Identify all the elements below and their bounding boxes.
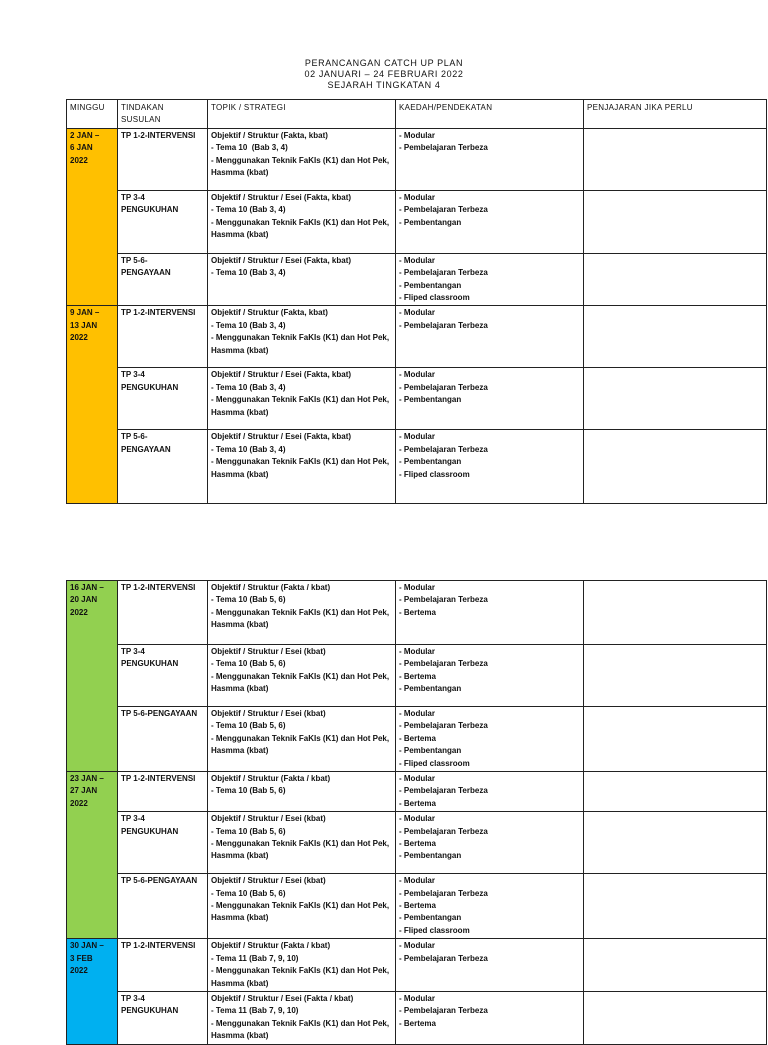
cell-line: - Modular [399,993,435,1003]
alignment-cell [584,991,767,1044]
action-label: TP 5-6-PENGAYAAN [121,709,198,718]
cell-line: - Modular [399,774,435,784]
cell-line: - Modular [399,130,435,140]
method-cell [396,368,584,430]
cell-line: Objektif / Struktur / Esei (Fakta, kbat) [211,192,352,202]
action-cell [118,645,208,707]
cell-line: - Bertema [399,607,436,617]
cell-line: - Tema 10 (Bab 5, 6) [211,659,286,669]
topic-cell [208,991,396,1044]
cell-line: - Modular [399,709,435,718]
week-cell [67,306,118,504]
cell-line: - Bertema [399,798,436,808]
cell-line: - Tema 10 (Bab 5, 6) [211,595,286,605]
cell-line: - Menggunakan Teknik FaKIs (K1) dan Hot Pek, Hasmma (kbat) [211,733,392,756]
action-label: TP 5-6- PENGAYAAN [121,255,171,278]
col-header-topik: TOPIK / STRATEGI [208,100,396,129]
cell-line: - Fliped classroom [399,758,470,768]
action-label: TP 1-2-INTERVENSI [121,583,196,592]
cell-line: Objektif / Struktur (Fakta / kbat) [211,583,331,592]
cell-line: - Menggunakan Teknik FaKIs (K1) dan Hot Pek, Hasmma (kbat) [211,839,392,861]
cell-line: - Pembelajaran Terbeza [399,953,488,963]
action-cell [118,368,208,430]
action-cell [118,707,208,772]
plan-title: PERANCANGAN CATCH UP PLAN [304,58,464,68]
cell-line: Objektif / Struktur / Esei (kbat) [211,647,326,656]
cell-line: Objektif / Struktur (Fakta, kbat) [211,308,328,318]
table-row [67,991,767,1044]
table-row [67,874,767,939]
alignment-cell [584,430,767,504]
cell-line: - Menggunakan Teknik FaKIs (K1) dan Hot Pek, Hasmma (kbat) [211,607,392,630]
cell-line: - Menggunakan Teknik FaKIs (K1) dan Hot Pek, Hasmma (kbat) [211,395,392,417]
cell-line: - Menggunakan Teknik FaKIs (K1) dan Hot Pek, Hasmma (kbat) [211,901,392,923]
cell-line: - Pembelajaran Terbeza [399,659,488,669]
cell-line: - Modular [399,583,435,592]
cell-line: - Tema 10 (Bab 5, 6) [211,786,286,796]
topic-cell [208,874,396,939]
action-label: TP 3-4 PENGUKUHAN [121,192,179,215]
action-cell [118,190,208,253]
week-label: 16 JAN – 20 JAN 2022 [70,583,104,617]
cell-line: - Pembentangan [399,851,462,861]
cell-line: - Tema 10 (Bab 5, 6) [211,888,286,898]
method-cell [396,991,584,1044]
cell-line: - Bertema [399,901,436,911]
table-row [67,430,767,504]
topic-cell [208,430,396,504]
cell-line: - Tema 11 (Bab 7, 9, 10) [211,953,299,963]
week-label: 2 JAN – 6 JAN 2022 [70,130,100,165]
action-label: TP 1-2-INTERVENSI [121,941,196,951]
plan-subject: SEJARAH TINGKATAN 4 [327,80,441,90]
cell-line: - Pembentangan [399,746,462,756]
action-label: TP 5-6-PENGAYAAN [121,876,198,886]
cell-line: - Bertema [399,733,436,743]
col-header-minggu: MINGGU [67,100,118,129]
alignment-cell [584,707,767,772]
col-header-kaedah: KAEDAH/PENDEKATAN [396,100,584,129]
cell-line: - Pembelajaran Terbeza [399,786,488,796]
method-cell [396,190,584,253]
action-cell [118,874,208,939]
topic-cell [208,253,396,306]
alignment-cell [584,581,767,645]
cell-line: - Tema 10 (Bab 5, 6) [211,721,286,731]
topic-cell [208,812,396,874]
method-cell [396,939,584,992]
cell-line: - Pembelajaran Terbeza [399,826,488,836]
cell-line: - Pembentangan [399,280,462,290]
plan-table-1-body [67,128,767,504]
topic-cell [208,368,396,430]
cell-line: Objektif / Struktur (Fakta / kbat) [211,774,331,784]
method-cell [396,581,584,645]
cell-line: Objektif / Struktur / Esei (Fakta, kbat) [211,370,352,380]
cell-line: - Modular [399,370,435,380]
alignment-cell [584,253,767,306]
cell-line: - Pembentangan [399,913,462,923]
topic-cell [208,707,396,772]
week-label: 9 JAN – 13 JAN 2022 [70,308,100,343]
alignment-cell [584,368,767,430]
week-cell [67,939,118,1044]
method-cell [396,707,584,772]
action-cell [118,939,208,992]
cell-line: - Tema 11 (Bab 7, 9, 10) [211,1006,299,1016]
topic-cell [208,939,396,992]
topic-cell [208,581,396,645]
cell-line: - Tema 10 (Bab 3, 4) [211,320,286,330]
cell-line: - Fliped classroom [399,925,470,935]
plan-dates: 02 JANUARI – 24 FEBRUARI 2022 [304,69,464,79]
cell-line: Objektif / Struktur / Esei (kbat) [211,876,326,886]
action-cell [118,581,208,645]
col-header-tindakan: TINDAKAN SUSULAN [118,100,208,129]
method-cell [396,128,584,190]
cell-line: Objektif / Struktur (Fakta / kbat) [211,941,331,951]
plan-table-2 [66,580,767,1045]
cell-line: - Menggunakan Teknik FaKIs (K1) dan Hot Pek, Hasmma (kbat) [211,333,392,355]
method-cell [396,430,584,504]
cell-line: - Menggunakan Teknik FaKIs (K1) dan Hot Pek, Hasmma (kbat) [211,966,392,988]
table-row [67,128,767,190]
cell-line: - Modular [399,647,435,656]
cell-line: - Bertema [399,671,436,681]
cell-line: - Pembentangan [399,217,462,227]
topic-cell [208,190,396,253]
action-label: TP 5-6- PENGAYAAN [121,432,171,454]
table-row [67,645,767,707]
method-cell [396,306,584,368]
cell-line: - Pembelajaran Terbeza [399,888,488,898]
cell-line: - Pembelajaran Terbeza [399,268,488,278]
alignment-cell [584,939,767,992]
document-heading [0,58,768,91]
method-cell [396,772,584,812]
cell-line: - Pembentangan [399,457,462,467]
action-label: TP 3-4 PENGUKUHAN [121,647,179,669]
cell-line: - Modular [399,308,435,318]
cell-line: - Menggunakan Teknik FaKIs (K1) dan Hot Pek, Hasmma (kbat) [211,1018,392,1041]
week-cell [67,581,118,772]
cell-line: - Pembelajaran Terbeza [399,595,488,605]
cell-line: Objektif / Struktur (Fakta, kbat) [211,130,328,140]
action-cell [118,991,208,1044]
action-cell [118,128,208,190]
action-label: TP 1-2-INTERVENSI [121,130,196,140]
cell-line: - Pembentangan [399,684,462,694]
cell-line: - Pembelajaran Terbeza [399,205,488,215]
cell-line: - Pembelajaran Terbeza [399,721,488,731]
cell-line: - Pembelajaran Terbeza [399,444,488,454]
cell-line: Objektif / Struktur / Esei (kbat) [211,709,326,718]
method-cell [396,812,584,874]
action-label: TP 3-4 PENGUKUHAN [121,993,179,1016]
week-cell [67,128,118,306]
cell-line: - Pembelajaran Terbeza [399,1006,488,1016]
week-label: 30 JAN – 3 FEB 2022 [70,941,104,976]
topic-cell [208,306,396,368]
table-row [67,772,767,812]
table-row [67,939,767,992]
table-row [67,253,767,306]
topic-cell [208,128,396,190]
action-cell [118,253,208,306]
table-row [67,581,767,645]
cell-line: - Bertema [399,839,436,849]
cell-line: Objektif / Struktur / Esei (Fakta, kbat) [211,432,352,442]
topic-cell [208,645,396,707]
cell-line: - Modular [399,432,435,442]
alignment-cell [584,645,767,707]
action-label: TP 3-4 PENGUKUHAN [121,814,179,836]
method-cell [396,253,584,306]
cell-line: - Tema 10 (Bab 3, 4) [211,268,286,278]
cell-line: - Tema 10 (Bab 3, 4) [211,205,286,215]
cell-line: Objektif / Struktur / Esei (kbat) [211,814,326,824]
action-label: TP 1-2-INTERVENSI [121,308,196,318]
cell-line: - Tema 10 (Bab 3, 4) [211,382,286,392]
cell-line: - Pembelajaran Terbeza [399,143,488,153]
cell-line: - Menggunakan Teknik FaKIs (K1) dan Hot Pek, Hasmma (kbat) [211,457,392,479]
method-cell [396,645,584,707]
cell-line: - Menggunakan Teknik FaKIs (K1) dan Hot Pek, Hasmma (kbat) [211,217,392,240]
topic-cell [208,772,396,812]
alignment-cell [584,812,767,874]
action-label: TP 1-2-INTERVENSI [121,774,196,784]
action-cell [118,812,208,874]
cell-line: - Pembelajaran Terbeza [399,320,488,330]
cell-line: - Fliped classroom [399,469,470,479]
cell-line: - Tema 10 (Bab 5, 6) [211,826,286,836]
cell-line: - Pembentangan [399,395,462,405]
cell-line: - Modular [399,941,435,951]
cell-line: Objektif / Struktur / Esei (Fakta, kbat) [211,255,352,265]
alignment-cell [584,306,767,368]
alignment-cell [584,874,767,939]
plan-table-1 [66,99,767,504]
week-cell [67,772,118,939]
cell-line: - Fliped classroom [399,293,470,303]
action-cell [118,772,208,812]
cell-line: - Tema 10 (Bab 3, 4) [211,143,288,153]
header-row [67,100,767,129]
plan-table-2-body [67,581,767,1045]
method-cell [396,874,584,939]
cell-line: - Menggunakan Teknik FaKIs (K1) dan Hot Pek, Hasmma (kbat) [211,671,392,694]
table-row [67,812,767,874]
cell-line: - Modular [399,255,435,265]
alignment-cell [584,128,767,190]
cell-line: - Bertema [399,1018,436,1028]
cell-line: - Modular [399,192,435,202]
cell-line: - Menggunakan Teknik FaKIs (K1) dan Hot Pek, Hasmma (kbat) [211,155,392,178]
cell-line: - Modular [399,876,435,886]
action-label: TP 3-4 PENGUKUHAN [121,370,179,392]
table-row [67,707,767,772]
action-cell [118,430,208,504]
col-header-penjajaran: PENJAJARAN JIKA PERLU [584,100,767,129]
cell-line: - Modular [399,814,435,824]
table-row [67,368,767,430]
cell-line: Objektif / Struktur / Esei (Fakta / kbat) [211,993,354,1003]
alignment-cell [584,772,767,812]
table-row [67,190,767,253]
cell-line: - Tema 10 (Bab 3, 4) [211,444,286,454]
cell-line: - Pembelajaran Terbeza [399,382,488,392]
table-row [67,306,767,368]
week-label: 23 JAN – 27 JAN 2022 [70,774,104,808]
alignment-cell [584,190,767,253]
action-cell [118,306,208,368]
